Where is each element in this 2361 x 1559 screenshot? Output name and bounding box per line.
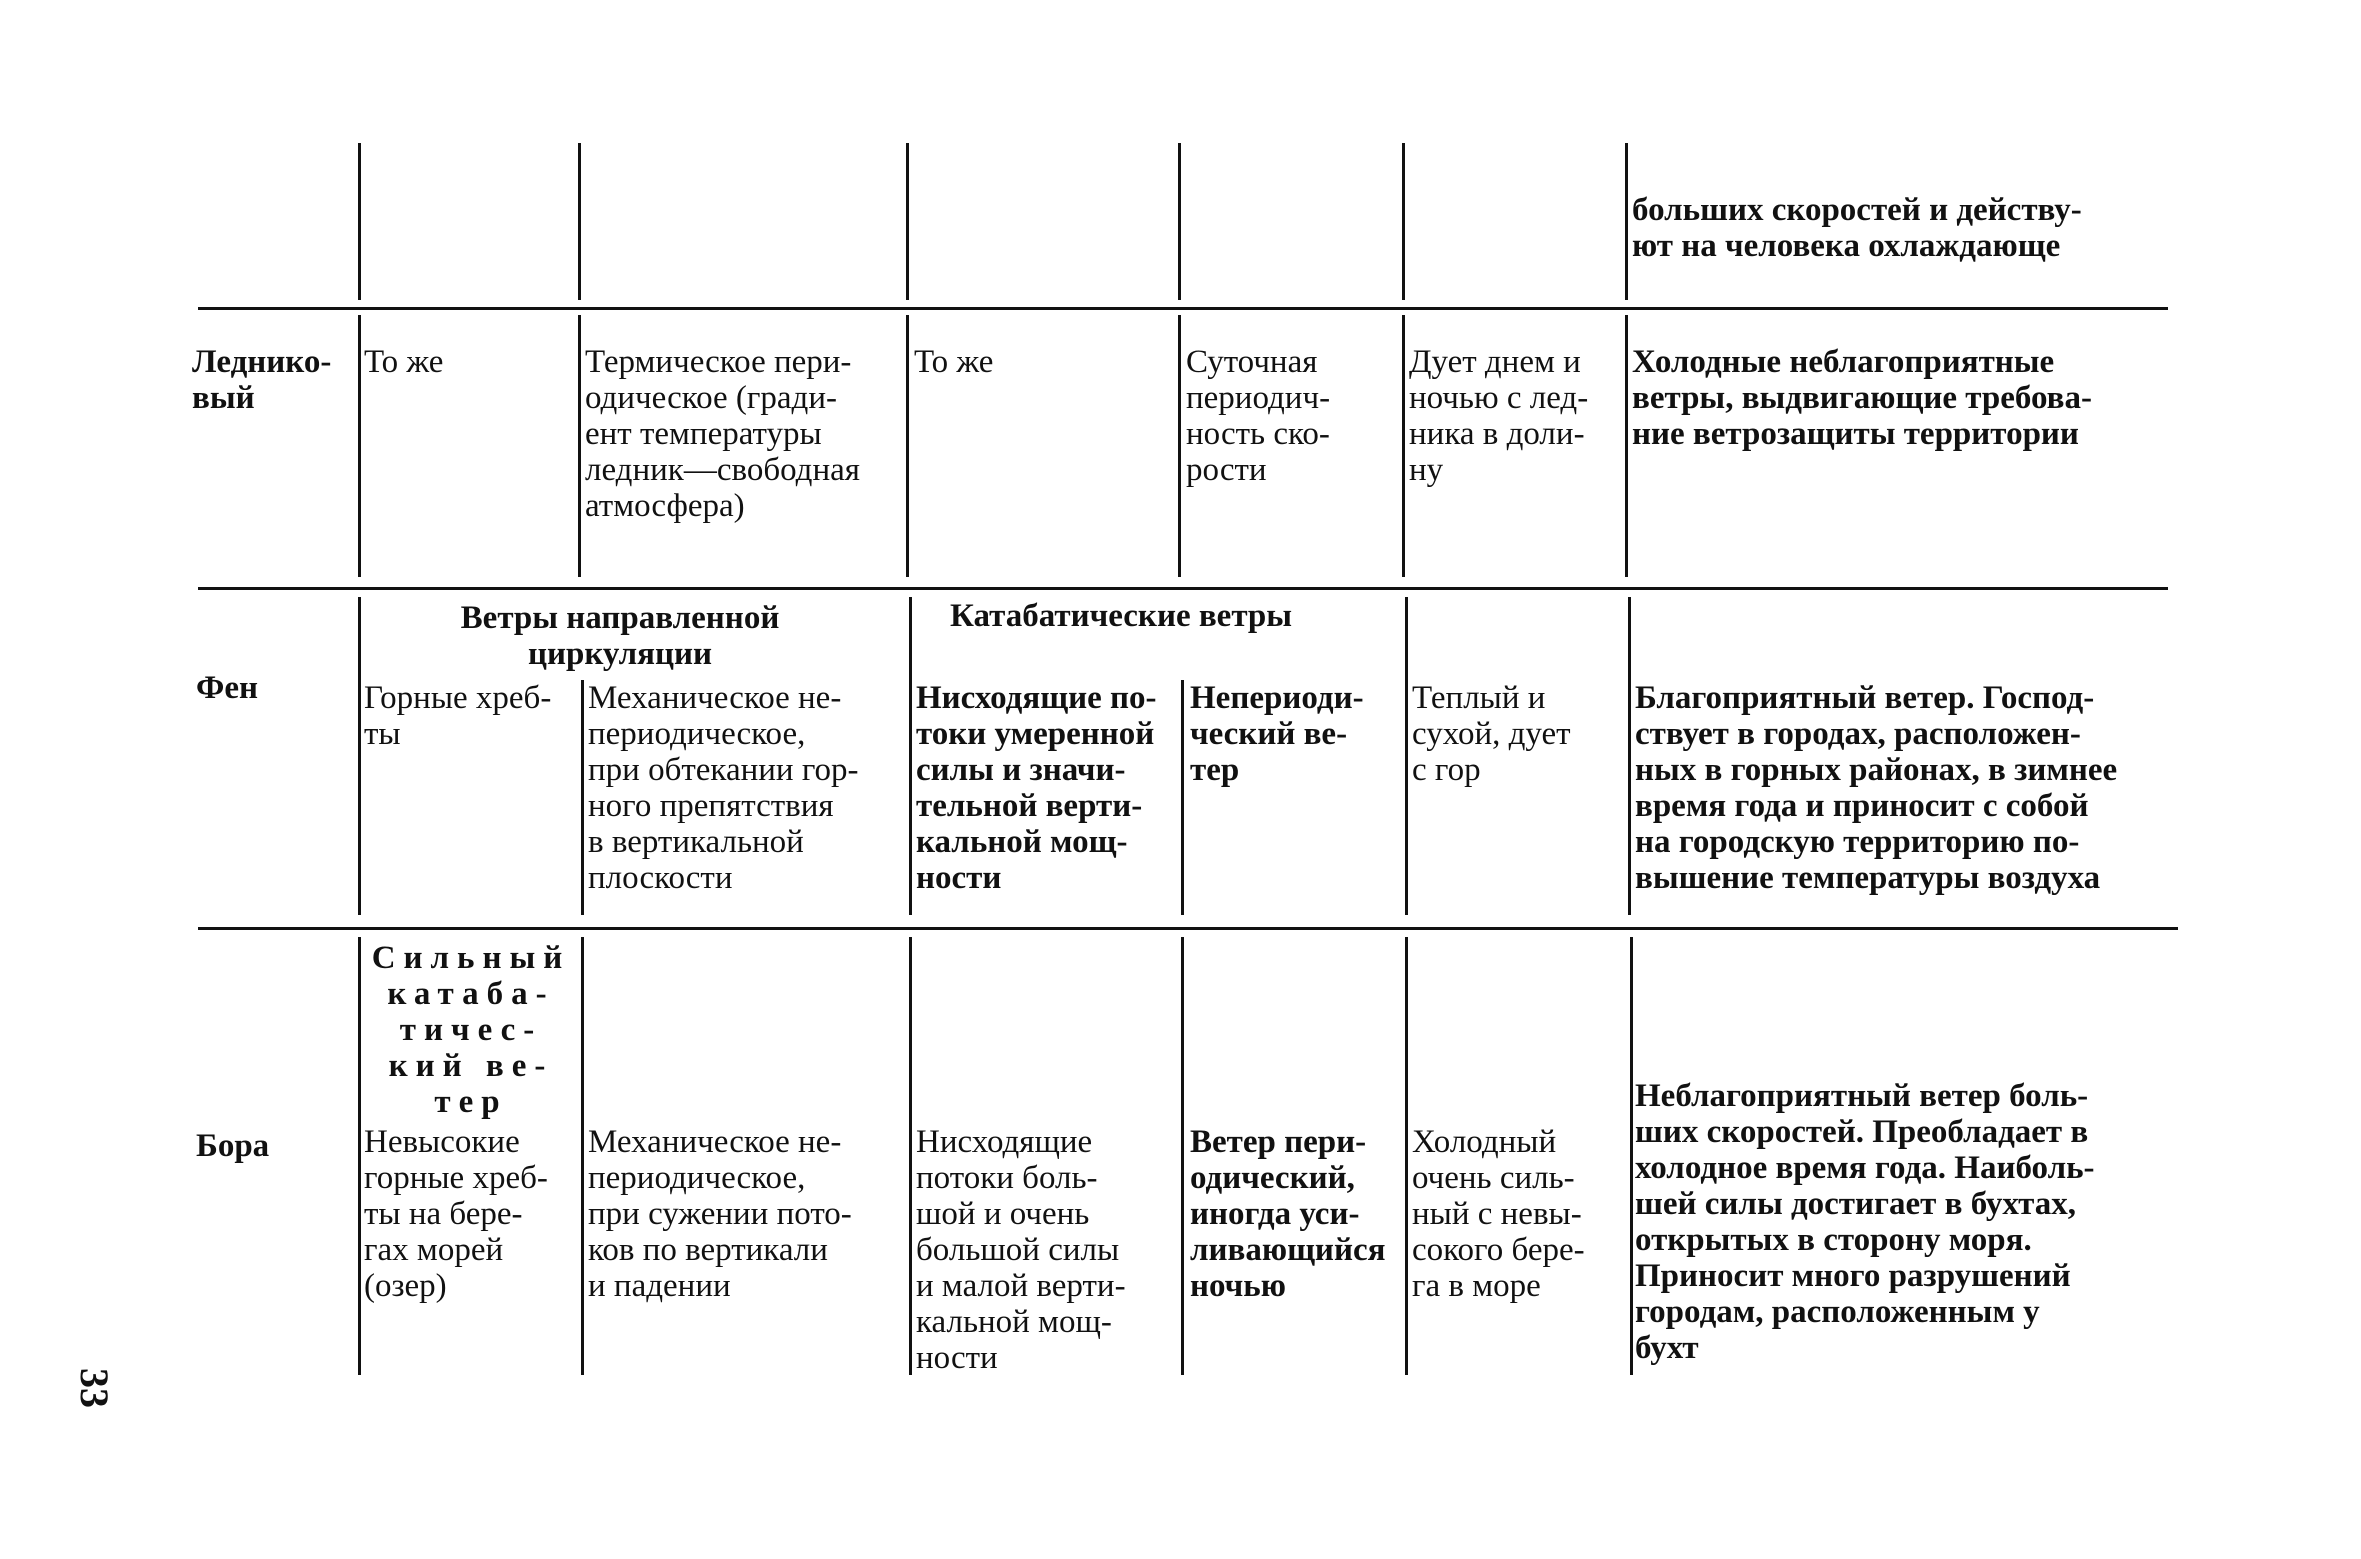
foehn-name: Фен xyxy=(196,670,259,706)
bora-nature: Нисходящие потоки боль- шой и очень большой силы и малой верти- кальной мощ- ности xyxy=(916,1124,1126,1376)
page-number: 33 xyxy=(72,1368,117,1408)
bora-direction: Холодный очень силь- ный с невы- сокого бере- га в море xyxy=(1412,1124,1585,1304)
col-rule xyxy=(909,597,912,915)
foehn-periodicity: Непериоди- ческий ве- тер xyxy=(1190,680,1364,788)
bora-subtitle: Сильный катаба- тичес- кий ве- тер xyxy=(371,940,571,1120)
col-rule xyxy=(1630,937,1633,1375)
col-rule xyxy=(906,315,909,577)
col-rule xyxy=(1178,143,1181,300)
row-divider-3 xyxy=(198,927,2178,930)
col-rule xyxy=(358,597,361,915)
bora-name: Бора xyxy=(196,1128,270,1164)
group-header-katabatic: Катабатические ветры xyxy=(950,598,1293,634)
col-rule xyxy=(1625,315,1628,577)
col-rule xyxy=(1625,143,1628,300)
foehn-effect: Благоприятный ветер. Господ- ствует в городах, расположен- ных в горных районах, в зимнее время года и приносит с собой на городскую территорию по- вышение температуры воздуха xyxy=(1635,680,2118,896)
col-rule xyxy=(1628,597,1631,915)
continuation-effect: больших скоростей и действу- ют на человека охлаждающе xyxy=(1632,192,2082,264)
bora-periodicity: Ветер пери- одический, иногда уси- ливающийся ночью xyxy=(1190,1124,1386,1304)
col-rule xyxy=(1178,315,1181,577)
col-rule xyxy=(1402,143,1405,300)
glacier-name: Леднико- вый xyxy=(192,344,332,416)
glacier-effect: Холодные неблагоприятные ветры, выдвигающие требова- ние ветрозащиты территории xyxy=(1632,344,2092,452)
col-rule xyxy=(1181,680,1184,915)
foehn-nature: Нисходящие по- токи умеренной силы и значи- тельной верти- кальной мощ- ности xyxy=(916,680,1157,896)
foehn-direction: Теплый и сухой, дует с гор xyxy=(1412,680,1571,788)
col-rule xyxy=(1405,597,1408,915)
col-rule xyxy=(1402,315,1405,577)
col-rule xyxy=(578,315,581,577)
bora-relief: Невысокие горные хреб- ты на бере- гах морей (озер) xyxy=(364,1124,548,1304)
col-rule xyxy=(358,315,361,577)
col-rule xyxy=(578,143,581,300)
glacier-direction: Дует днем и ночью с лед- ника в доли- ну xyxy=(1409,344,1589,488)
col-rule xyxy=(358,937,361,1375)
col-rule xyxy=(581,680,584,915)
bora-effect: Неблагоприятный ветер боль- ших скоростей. Преобладает в холодное время года. Наиболь- шей силы достигает в бухтах, открытых в сторону моря. Приносит много разрушений городам, расположенным у бухт xyxy=(1635,1078,2095,1366)
glacier-nature: То же xyxy=(914,344,994,380)
row-divider-1 xyxy=(198,307,2168,310)
foehn-relief: Горные хреб- ты xyxy=(364,680,552,752)
glacier-relief: То же xyxy=(364,344,444,380)
group-header-directed-circulation: Ветры направленной циркуляции xyxy=(460,600,780,672)
col-rule xyxy=(909,937,912,1375)
glacier-periodicity: Суточная периодич- ность ско- рости xyxy=(1186,344,1331,488)
col-rule xyxy=(906,143,909,300)
col-rule xyxy=(1181,937,1184,1375)
foehn-cause: Механическое не- периодическое, при обтекании гор- ного препятствия в вертикальной плоскости xyxy=(588,680,859,896)
col-rule xyxy=(1405,937,1408,1375)
col-rule xyxy=(358,143,361,300)
row-divider-2 xyxy=(198,587,2168,590)
col-rule xyxy=(581,937,584,1375)
glacier-cause: Термическое пери- одическое (гради- ент температуры ледник—свободная атмосфера) xyxy=(585,344,860,524)
bora-cause: Механическое не- периодическое, при сужении пото- ков по вертикали и падении xyxy=(588,1124,852,1304)
